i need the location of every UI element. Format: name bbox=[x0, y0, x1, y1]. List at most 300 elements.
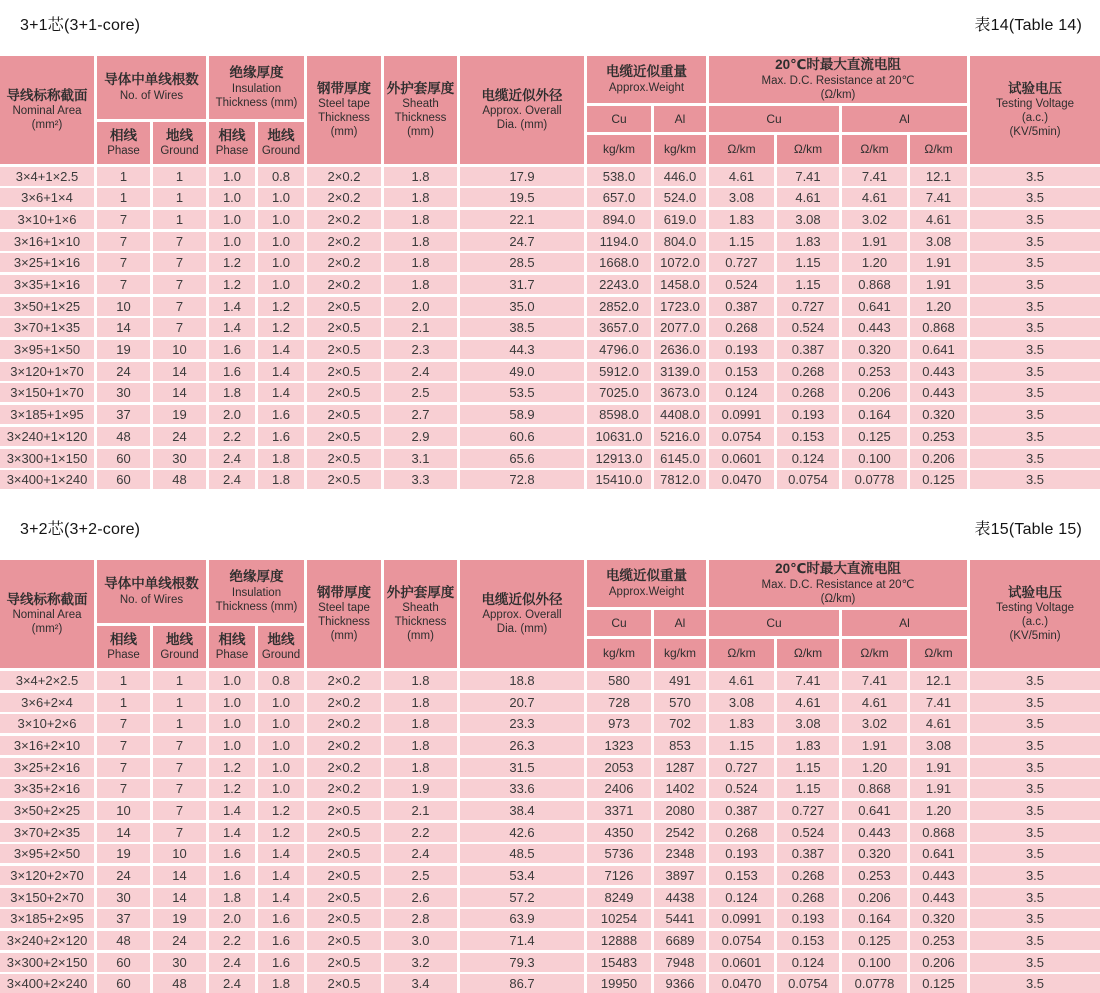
value-cell: 7812.0 bbox=[654, 470, 706, 489]
header-text-en: (KV/5min) bbox=[1009, 630, 1061, 643]
value-cell: 0.268 bbox=[709, 823, 774, 842]
value-cell: 0.8 bbox=[258, 167, 304, 186]
header-text-en: Testing Voltage bbox=[995, 98, 1074, 111]
value-cell: 14 bbox=[153, 383, 206, 402]
value-cell: 19950 bbox=[587, 974, 651, 993]
value-cell: 2×0.5 bbox=[307, 340, 381, 359]
value-cell: 6689 bbox=[654, 931, 706, 950]
value-cell: 0.193 bbox=[709, 844, 774, 863]
header-text-en: No. of Wires bbox=[119, 593, 184, 606]
header-text-en: (KV/5min) bbox=[1009, 126, 1061, 139]
value-cell: 4.61 bbox=[910, 714, 967, 733]
header-text-zh: 绝缘厚度 bbox=[229, 569, 284, 585]
value-cell: 2×0.5 bbox=[307, 362, 381, 381]
value-cell: 1.8 bbox=[384, 693, 457, 712]
value-cell: 12.1 bbox=[910, 167, 967, 186]
value-cell: 3897 bbox=[654, 866, 706, 885]
value-cell: 7 bbox=[153, 253, 206, 272]
header-wires-ground bbox=[153, 626, 206, 668]
header-resistance-unit bbox=[709, 639, 774, 668]
header-resistance-unit bbox=[842, 639, 907, 668]
header-text-en: (mm) bbox=[330, 630, 358, 643]
value-cell: 2.4 bbox=[209, 953, 255, 972]
header-insulation-subrow bbox=[209, 122, 304, 164]
value-cell: 4350 bbox=[587, 823, 651, 842]
value-cell: 1.0 bbox=[209, 671, 255, 690]
value-cell: 853 bbox=[654, 736, 706, 755]
value-cell: 30 bbox=[97, 888, 150, 907]
value-cell: 1.6 bbox=[209, 866, 255, 885]
header-text-en: Sheath bbox=[402, 98, 439, 111]
spec-cell: 3×95+1×50 bbox=[0, 340, 94, 359]
value-cell: 804.0 bbox=[654, 232, 706, 251]
value-cell: 42.6 bbox=[460, 823, 584, 842]
value-cell: 5736 bbox=[587, 844, 651, 863]
value-cell: 10 bbox=[153, 844, 206, 863]
value-cell: 2×0.5 bbox=[307, 823, 381, 842]
value-cell: 3.5 bbox=[970, 953, 1100, 972]
value-cell: 15483 bbox=[587, 953, 651, 972]
spec-cell: 3×70+2×35 bbox=[0, 823, 94, 842]
value-cell: 26.3 bbox=[460, 736, 584, 755]
value-cell: 1.0 bbox=[258, 275, 304, 294]
value-cell: 0.253 bbox=[842, 362, 907, 381]
value-cell: 0.727 bbox=[709, 253, 774, 272]
table-title: 3+2芯(3+2-core) bbox=[20, 521, 141, 539]
header-weight-cu bbox=[587, 610, 651, 636]
value-cell: 3.08 bbox=[777, 210, 839, 229]
value-cell: 2×0.5 bbox=[307, 909, 381, 928]
value-cell: 19 bbox=[153, 405, 206, 424]
spec-cell: 3×10+2×6 bbox=[0, 714, 94, 733]
value-cell: 2243.0 bbox=[587, 275, 651, 294]
value-cell: 0.124 bbox=[777, 449, 839, 468]
value-cell: 7948 bbox=[654, 953, 706, 972]
value-cell: 3139.0 bbox=[654, 362, 706, 381]
value-cell: 3.0 bbox=[384, 931, 457, 950]
value-cell: 5912.0 bbox=[587, 362, 651, 381]
value-cell: 3.02 bbox=[842, 714, 907, 733]
value-cell: 2×0.5 bbox=[307, 888, 381, 907]
header-weight-al bbox=[654, 610, 706, 636]
header-text-en: kg/km bbox=[663, 646, 696, 661]
header-text-zh: 导体中单线根数 bbox=[104, 72, 199, 88]
spec-cell: 3×35+2×16 bbox=[0, 779, 94, 798]
value-cell: 7.41 bbox=[842, 671, 907, 690]
value-cell: 10631.0 bbox=[587, 427, 651, 446]
value-cell: 0.100 bbox=[842, 449, 907, 468]
value-cell: 86.7 bbox=[460, 974, 584, 993]
header-text-en: kg/km bbox=[602, 142, 635, 157]
value-cell: 4.61 bbox=[777, 693, 839, 712]
value-cell: 1 bbox=[153, 188, 206, 207]
value-cell: 2×0.5 bbox=[307, 405, 381, 424]
header-text-en: Nominal Area bbox=[12, 105, 82, 118]
spec-cell: 3×400+1×240 bbox=[0, 470, 94, 489]
value-cell: 2×0.5 bbox=[307, 383, 381, 402]
spec-cell: 3×6+2×4 bbox=[0, 693, 94, 712]
value-cell: 2×0.5 bbox=[307, 318, 381, 337]
header-text-en: Thickness (mm) bbox=[215, 600, 298, 613]
value-cell: 0.0991 bbox=[709, 909, 774, 928]
value-cell: 3.08 bbox=[777, 714, 839, 733]
value-cell: 2×0.2 bbox=[307, 188, 381, 207]
header-wires-title bbox=[97, 560, 206, 623]
header-text-en: Max. D.C. Resistance at 20℃ bbox=[761, 74, 915, 87]
value-cell: 3.5 bbox=[970, 888, 1100, 907]
header-text-zh: 钢带厚度 bbox=[317, 80, 371, 96]
value-cell: 1.15 bbox=[709, 736, 774, 755]
header-resistance-al bbox=[842, 106, 967, 132]
value-cell: 2×0.5 bbox=[307, 470, 381, 489]
header-weight-unit-al bbox=[654, 639, 706, 668]
value-cell: 3.5 bbox=[970, 210, 1100, 229]
value-cell: 1.0 bbox=[209, 736, 255, 755]
value-cell: 2×0.5 bbox=[307, 844, 381, 863]
value-cell: 60 bbox=[97, 470, 150, 489]
value-cell: 49.0 bbox=[460, 362, 584, 381]
header-text-en: Cu bbox=[766, 615, 782, 630]
value-cell: 72.8 bbox=[460, 470, 584, 489]
value-cell: 1 bbox=[97, 167, 150, 186]
value-cell: 0.268 bbox=[777, 866, 839, 885]
value-cell: 1.8 bbox=[384, 167, 457, 186]
value-cell: 973 bbox=[587, 714, 651, 733]
value-cell: 1.6 bbox=[258, 427, 304, 446]
value-cell: 1194.0 bbox=[587, 232, 651, 251]
value-cell: 3.5 bbox=[970, 823, 1100, 842]
header-sheath bbox=[384, 560, 457, 668]
value-cell: 0.268 bbox=[777, 362, 839, 381]
spec-cell: 3×4+2×2.5 bbox=[0, 671, 94, 690]
value-cell: 2×0.2 bbox=[307, 253, 381, 272]
value-cell: 37 bbox=[97, 405, 150, 424]
value-cell: 7 bbox=[153, 779, 206, 798]
header-resistance-title bbox=[709, 560, 967, 607]
spec-cell: 3×300+1×150 bbox=[0, 449, 94, 468]
header-text-en: Phase bbox=[215, 649, 249, 662]
header-text-zh: 相线 bbox=[110, 127, 137, 143]
value-cell: 4796.0 bbox=[587, 340, 651, 359]
value-cell: 2.1 bbox=[384, 318, 457, 337]
value-cell: 1.6 bbox=[258, 931, 304, 950]
header-text-en: Steel tape bbox=[318, 98, 370, 111]
value-cell: 31.7 bbox=[460, 275, 584, 294]
value-cell: 0.868 bbox=[842, 275, 907, 294]
value-cell: 0.524 bbox=[777, 318, 839, 337]
header-text-zh: 地线 bbox=[166, 631, 193, 647]
value-cell: 2.5 bbox=[384, 866, 457, 885]
table-header bbox=[0, 560, 1100, 668]
value-cell: 3.5 bbox=[970, 318, 1100, 337]
value-cell: 2×0.5 bbox=[307, 974, 381, 993]
value-cell: 3.5 bbox=[970, 253, 1100, 272]
header-resistance-cu bbox=[709, 610, 839, 636]
value-cell: 15410.0 bbox=[587, 470, 651, 489]
value-cell: 1.4 bbox=[209, 823, 255, 842]
value-cell: 7.41 bbox=[910, 188, 967, 207]
value-cell: 0.0601 bbox=[709, 449, 774, 468]
value-cell: 1.91 bbox=[842, 232, 907, 251]
value-cell: 1.0 bbox=[209, 167, 255, 186]
value-cell: 0.193 bbox=[777, 909, 839, 928]
value-cell: 0.0470 bbox=[709, 470, 774, 489]
header-text-en: Ω/km bbox=[793, 142, 823, 157]
value-cell: 3371 bbox=[587, 801, 651, 820]
header-text-en: Ground bbox=[261, 145, 301, 158]
value-cell: 0.206 bbox=[842, 888, 907, 907]
header-weight-al bbox=[654, 106, 706, 132]
value-cell: 1.0 bbox=[258, 693, 304, 712]
header-text-en: Al bbox=[899, 111, 910, 126]
spec-cell: 3×35+1×16 bbox=[0, 275, 94, 294]
value-cell: 0.524 bbox=[709, 275, 774, 294]
value-cell: 1 bbox=[153, 671, 206, 690]
value-cell: 2×0.5 bbox=[307, 801, 381, 820]
value-cell: 3.5 bbox=[970, 297, 1100, 316]
value-cell: 0.387 bbox=[777, 340, 839, 359]
value-cell: 0.124 bbox=[777, 953, 839, 972]
value-cell: 3.5 bbox=[970, 232, 1100, 251]
value-cell: 14 bbox=[97, 823, 150, 842]
value-cell: 1.8 bbox=[384, 714, 457, 733]
value-cell: 1.91 bbox=[910, 758, 967, 777]
value-cell: 1.0 bbox=[258, 232, 304, 251]
value-cell: 0.268 bbox=[777, 383, 839, 402]
value-cell: 3.5 bbox=[970, 167, 1100, 186]
header-nominal-area bbox=[0, 56, 94, 164]
value-cell: 1.0 bbox=[209, 188, 255, 207]
value-cell: 7 bbox=[97, 232, 150, 251]
value-cell: 0.868 bbox=[842, 779, 907, 798]
value-cell: 24 bbox=[97, 362, 150, 381]
header-text-en: Al bbox=[674, 615, 686, 630]
value-cell: 0.320 bbox=[842, 844, 907, 863]
value-cell: 12888 bbox=[587, 931, 651, 950]
value-cell: 7.41 bbox=[777, 671, 839, 690]
value-cell: 2.9 bbox=[384, 427, 457, 446]
value-cell: 1.0 bbox=[258, 758, 304, 777]
spec-cell: 3×240+2×120 bbox=[0, 931, 94, 950]
header-text-en: (mm) bbox=[407, 126, 434, 139]
value-cell: 1.15 bbox=[777, 758, 839, 777]
value-cell: 1 bbox=[97, 693, 150, 712]
value-cell: 4.61 bbox=[910, 210, 967, 229]
value-cell: 14 bbox=[153, 866, 206, 885]
value-cell: 1.0 bbox=[258, 736, 304, 755]
value-cell: 10 bbox=[97, 801, 150, 820]
value-cell: 57.2 bbox=[460, 888, 584, 907]
value-cell: 0.524 bbox=[709, 779, 774, 798]
value-cell: 53.4 bbox=[460, 866, 584, 885]
header-wires-ground bbox=[153, 122, 206, 164]
value-cell: 2.8 bbox=[384, 909, 457, 928]
header-text-en: (mm²) bbox=[31, 623, 63, 636]
value-cell: 1723.0 bbox=[654, 297, 706, 316]
value-cell: 1.2 bbox=[258, 823, 304, 842]
value-cell: 38.4 bbox=[460, 801, 584, 820]
value-cell: 1.6 bbox=[258, 953, 304, 972]
value-cell: 1.8 bbox=[258, 449, 304, 468]
value-cell: 17.9 bbox=[460, 167, 584, 186]
header-text-zh: 绝缘厚度 bbox=[229, 65, 284, 81]
header-wires-phase bbox=[97, 122, 150, 164]
value-cell: 7 bbox=[97, 253, 150, 272]
value-cell: 4.61 bbox=[709, 167, 774, 186]
value-cell: 79.3 bbox=[460, 953, 584, 972]
value-cell: 37 bbox=[97, 909, 150, 928]
value-cell: 38.5 bbox=[460, 318, 584, 337]
value-cell: 2636.0 bbox=[654, 340, 706, 359]
value-cell: 2×0.2 bbox=[307, 210, 381, 229]
value-cell: 58.9 bbox=[460, 405, 584, 424]
value-cell: 1.8 bbox=[384, 758, 457, 777]
value-cell: 1.0 bbox=[209, 232, 255, 251]
header-text-zh: 地线 bbox=[267, 127, 295, 143]
value-cell: 0.124 bbox=[709, 383, 774, 402]
value-cell: 7 bbox=[153, 758, 206, 777]
value-cell: 1.4 bbox=[209, 318, 255, 337]
value-cell: 2.3 bbox=[384, 340, 457, 359]
value-cell: 4408.0 bbox=[654, 405, 706, 424]
spec-cell: 3×120+1×70 bbox=[0, 362, 94, 381]
value-cell: 0.125 bbox=[842, 427, 907, 446]
value-cell: 0.125 bbox=[910, 470, 967, 489]
header-text-en: (mm) bbox=[407, 630, 434, 643]
value-cell: 1.0 bbox=[209, 210, 255, 229]
value-cell: 2.7 bbox=[384, 405, 457, 424]
header-text-en: (a.c.) bbox=[1021, 616, 1049, 629]
header-weight-title bbox=[587, 56, 706, 103]
spec-cell: 3×6+1×4 bbox=[0, 188, 94, 207]
value-cell: 1.4 bbox=[258, 362, 304, 381]
value-cell: 7 bbox=[153, 736, 206, 755]
header-insulation-group bbox=[209, 560, 304, 668]
header-text-zh: 试验电压 bbox=[1008, 584, 1062, 600]
value-cell: 3.5 bbox=[970, 779, 1100, 798]
header-insulation-phase bbox=[209, 626, 255, 668]
value-cell: 7 bbox=[97, 714, 150, 733]
value-cell: 0.727 bbox=[709, 758, 774, 777]
spec-cell: 3×10+1×6 bbox=[0, 210, 94, 229]
value-cell: 0.443 bbox=[842, 823, 907, 842]
value-cell: 3.3 bbox=[384, 470, 457, 489]
value-cell: 1.83 bbox=[777, 736, 839, 755]
value-cell: 0.125 bbox=[842, 931, 907, 950]
header-resistance-unit bbox=[709, 135, 774, 164]
value-cell: 0.641 bbox=[842, 801, 907, 820]
spec-cell: 3×400+2×240 bbox=[0, 974, 94, 993]
value-cell: 1.8 bbox=[384, 736, 457, 755]
value-cell: 24.7 bbox=[460, 232, 584, 251]
cable-table-section bbox=[0, 516, 1100, 993]
value-cell: 1.0 bbox=[209, 714, 255, 733]
spec-cell: 3×240+1×120 bbox=[0, 427, 94, 446]
section-title-row bbox=[0, 516, 1100, 539]
value-cell: 7 bbox=[153, 801, 206, 820]
header-text-en: Ground bbox=[261, 649, 301, 662]
header-text-zh: 相线 bbox=[218, 631, 246, 647]
value-cell: 0.0754 bbox=[709, 427, 774, 446]
header-resistance-unit bbox=[777, 135, 839, 164]
spec-cell: 3×70+1×35 bbox=[0, 318, 94, 337]
value-cell: 1.83 bbox=[777, 232, 839, 251]
value-cell: 60 bbox=[97, 953, 150, 972]
spec-cell: 3×150+1×70 bbox=[0, 383, 94, 402]
value-cell: 7 bbox=[97, 210, 150, 229]
value-cell: 4.61 bbox=[777, 188, 839, 207]
value-cell: 0.0778 bbox=[842, 470, 907, 489]
value-cell: 1.0 bbox=[258, 779, 304, 798]
value-cell: 0.193 bbox=[777, 405, 839, 424]
value-cell: 7 bbox=[97, 736, 150, 755]
value-cell: 31.5 bbox=[460, 758, 584, 777]
value-cell: 3.5 bbox=[970, 931, 1100, 950]
spec-cell: 3×16+1×10 bbox=[0, 232, 94, 251]
value-cell: 2.2 bbox=[209, 427, 255, 446]
header-text-en: Thickness bbox=[394, 112, 447, 125]
value-cell: 1.2 bbox=[258, 318, 304, 337]
value-cell: 3.5 bbox=[970, 427, 1100, 446]
value-cell: 1.6 bbox=[209, 844, 255, 863]
value-cell: 1458.0 bbox=[654, 275, 706, 294]
value-cell: 0.0470 bbox=[709, 974, 774, 993]
spec-cell: 3×120+2×70 bbox=[0, 866, 94, 885]
header-resistance-unit bbox=[910, 135, 967, 164]
spec-cell: 3×185+1×95 bbox=[0, 405, 94, 424]
value-cell: 0.193 bbox=[709, 340, 774, 359]
value-cell: 2406 bbox=[587, 779, 651, 798]
header-text-en: Approx.Weight bbox=[608, 81, 685, 94]
value-cell: 7 bbox=[153, 823, 206, 842]
header-text-en: No. of Wires bbox=[119, 89, 184, 102]
header-text-zh: 相线 bbox=[110, 631, 137, 647]
value-cell: 14 bbox=[153, 362, 206, 381]
value-cell: 1.20 bbox=[910, 801, 967, 820]
value-cell: 3.5 bbox=[970, 866, 1100, 885]
value-cell: 7.41 bbox=[842, 167, 907, 186]
header-text-en: Insulation bbox=[231, 82, 282, 95]
value-cell: 0.153 bbox=[709, 866, 774, 885]
header-text-en: Thickness (mm) bbox=[215, 96, 298, 109]
header-steel-tape bbox=[307, 560, 381, 668]
value-cell: 3657.0 bbox=[587, 318, 651, 337]
value-cell: 3.5 bbox=[970, 340, 1100, 359]
value-cell: 1.2 bbox=[209, 758, 255, 777]
header-text-en: Ω/km bbox=[727, 142, 756, 157]
value-cell: 65.6 bbox=[460, 449, 584, 468]
value-cell: 3.08 bbox=[709, 188, 774, 207]
value-cell: 2×0.2 bbox=[307, 275, 381, 294]
value-cell: 5441 bbox=[654, 909, 706, 928]
value-cell: 48 bbox=[153, 470, 206, 489]
value-cell: 2×0.5 bbox=[307, 449, 381, 468]
spec-cell: 3×25+2×16 bbox=[0, 758, 94, 777]
value-cell: 2348 bbox=[654, 844, 706, 863]
value-cell: 0.387 bbox=[709, 297, 774, 316]
value-cell: 2542 bbox=[654, 823, 706, 842]
value-cell: 3.5 bbox=[970, 383, 1100, 402]
header-resistance-al bbox=[842, 610, 967, 636]
value-cell: 570 bbox=[654, 693, 706, 712]
value-cell: 0.443 bbox=[910, 362, 967, 381]
value-cell: 0.268 bbox=[709, 318, 774, 337]
header-insulation-title bbox=[209, 560, 304, 623]
value-cell: 28.5 bbox=[460, 253, 584, 272]
value-cell: 1.83 bbox=[709, 210, 774, 229]
value-cell: 1.6 bbox=[258, 909, 304, 928]
header-text-en: Ground bbox=[160, 649, 199, 662]
